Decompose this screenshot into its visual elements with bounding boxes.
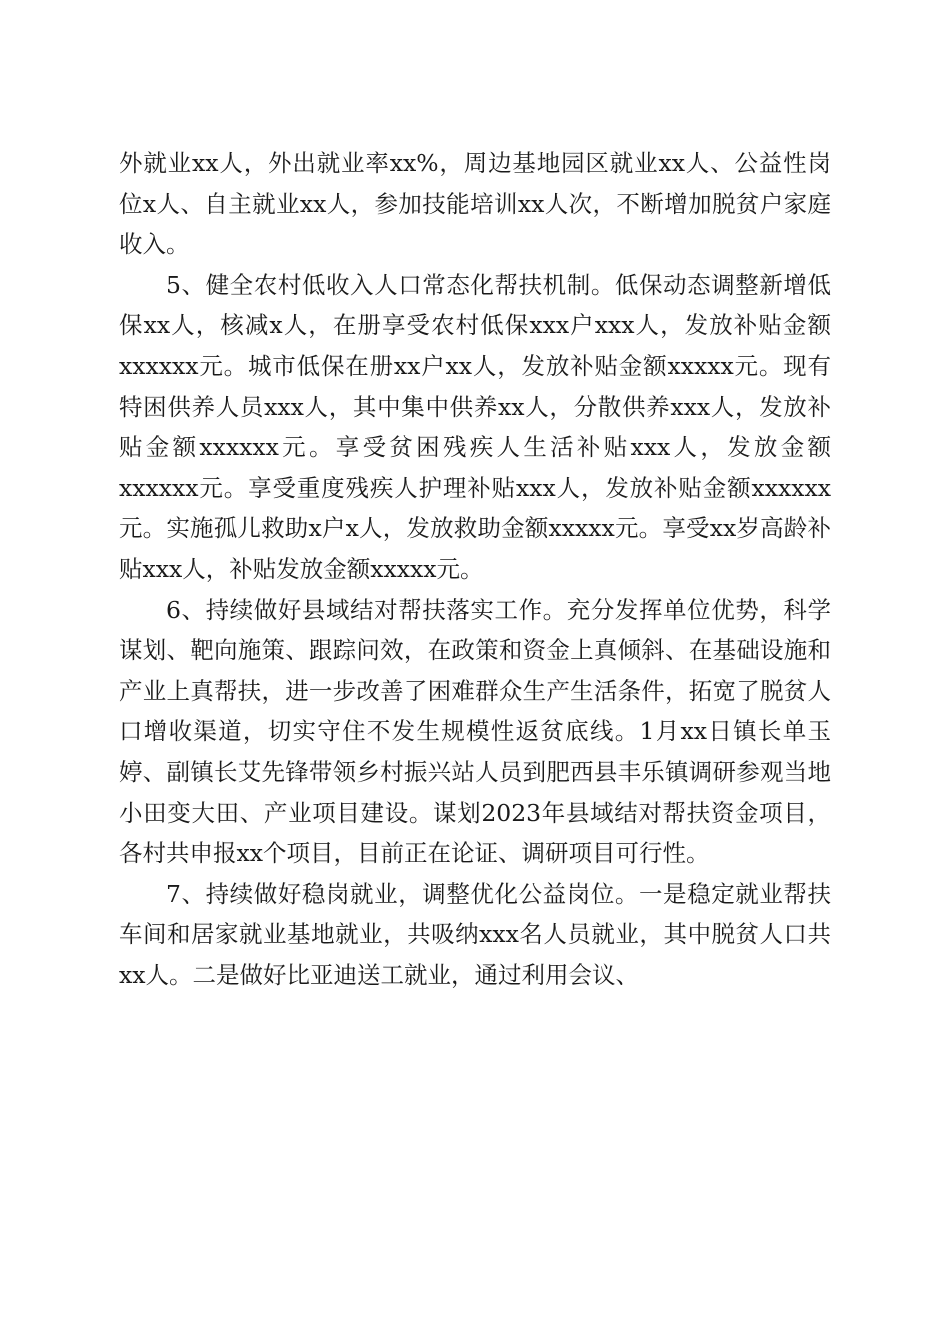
document-body (119, 143, 831, 995)
paragraph-county-pairing-assistance: 6、持续做好县域结对帮扶落实工作。充分发挥单位优势，科学谋划、靶向施策、跟踪问效，在政策和资金上真倾斜、在基础设施和产业上真帮扶，进一步改善了困难群众生产生活条件，拓宽了脱贫人口增收渠道，切实守住不发生规模性返贫底线。1月xx日镇长单玉婷、副镇长艾先锋带领乡村振兴站人员到肥西县丰乐镇调研参观当地小田变大田、产业项目建设。谋划2023年县域结对帮扶资金项目，各村共申报xx个项目，目前正在论证、调研项目可行性。 (119, 595, 831, 868)
paragraph-stable-employment: 7、持续做好稳岗就业，调整优化公益岗位。一是稳定就业帮扶车间和居家就业基地就业，共吸纳xxx名人员就业，其中脱贫人口共xx人。二是做好比亚迪送工就业，通过利用会议、 (119, 879, 831, 989)
paragraph-low-income-support: 5、健全农村低收入人口常态化帮扶机制。低保动态调整新增低保xx人，核减x人，在册享受农村低保xxx户xxx人，发放补贴金额xxxxxx元。城市低保在册xx户xx人，发放补贴金额xxxxx元。现有特困供养人员xxx人，其中集中供养xx人，分散供养xxx人，发放补贴金额xxxxxx元。享受贫困残疾人生活补贴xxx人，发放金额xxxxxx元。享受重度残疾人护理补贴xxx人，发放补贴金额xxxxxx元。实施孤儿救助x户x人，发放救助金额xxxxx元。享受xx岁高龄补贴xxx人，补贴发放金额xxxxx元。 (119, 270, 831, 583)
paragraph-employment-continuation: 外就业xx人，外出就业率xx%，周边基地园区就业xx人、公益性岗位x人、自主就业xx人，参加技能培训xx人次，不断增加脱贫户家庭收入。 (119, 149, 831, 259)
